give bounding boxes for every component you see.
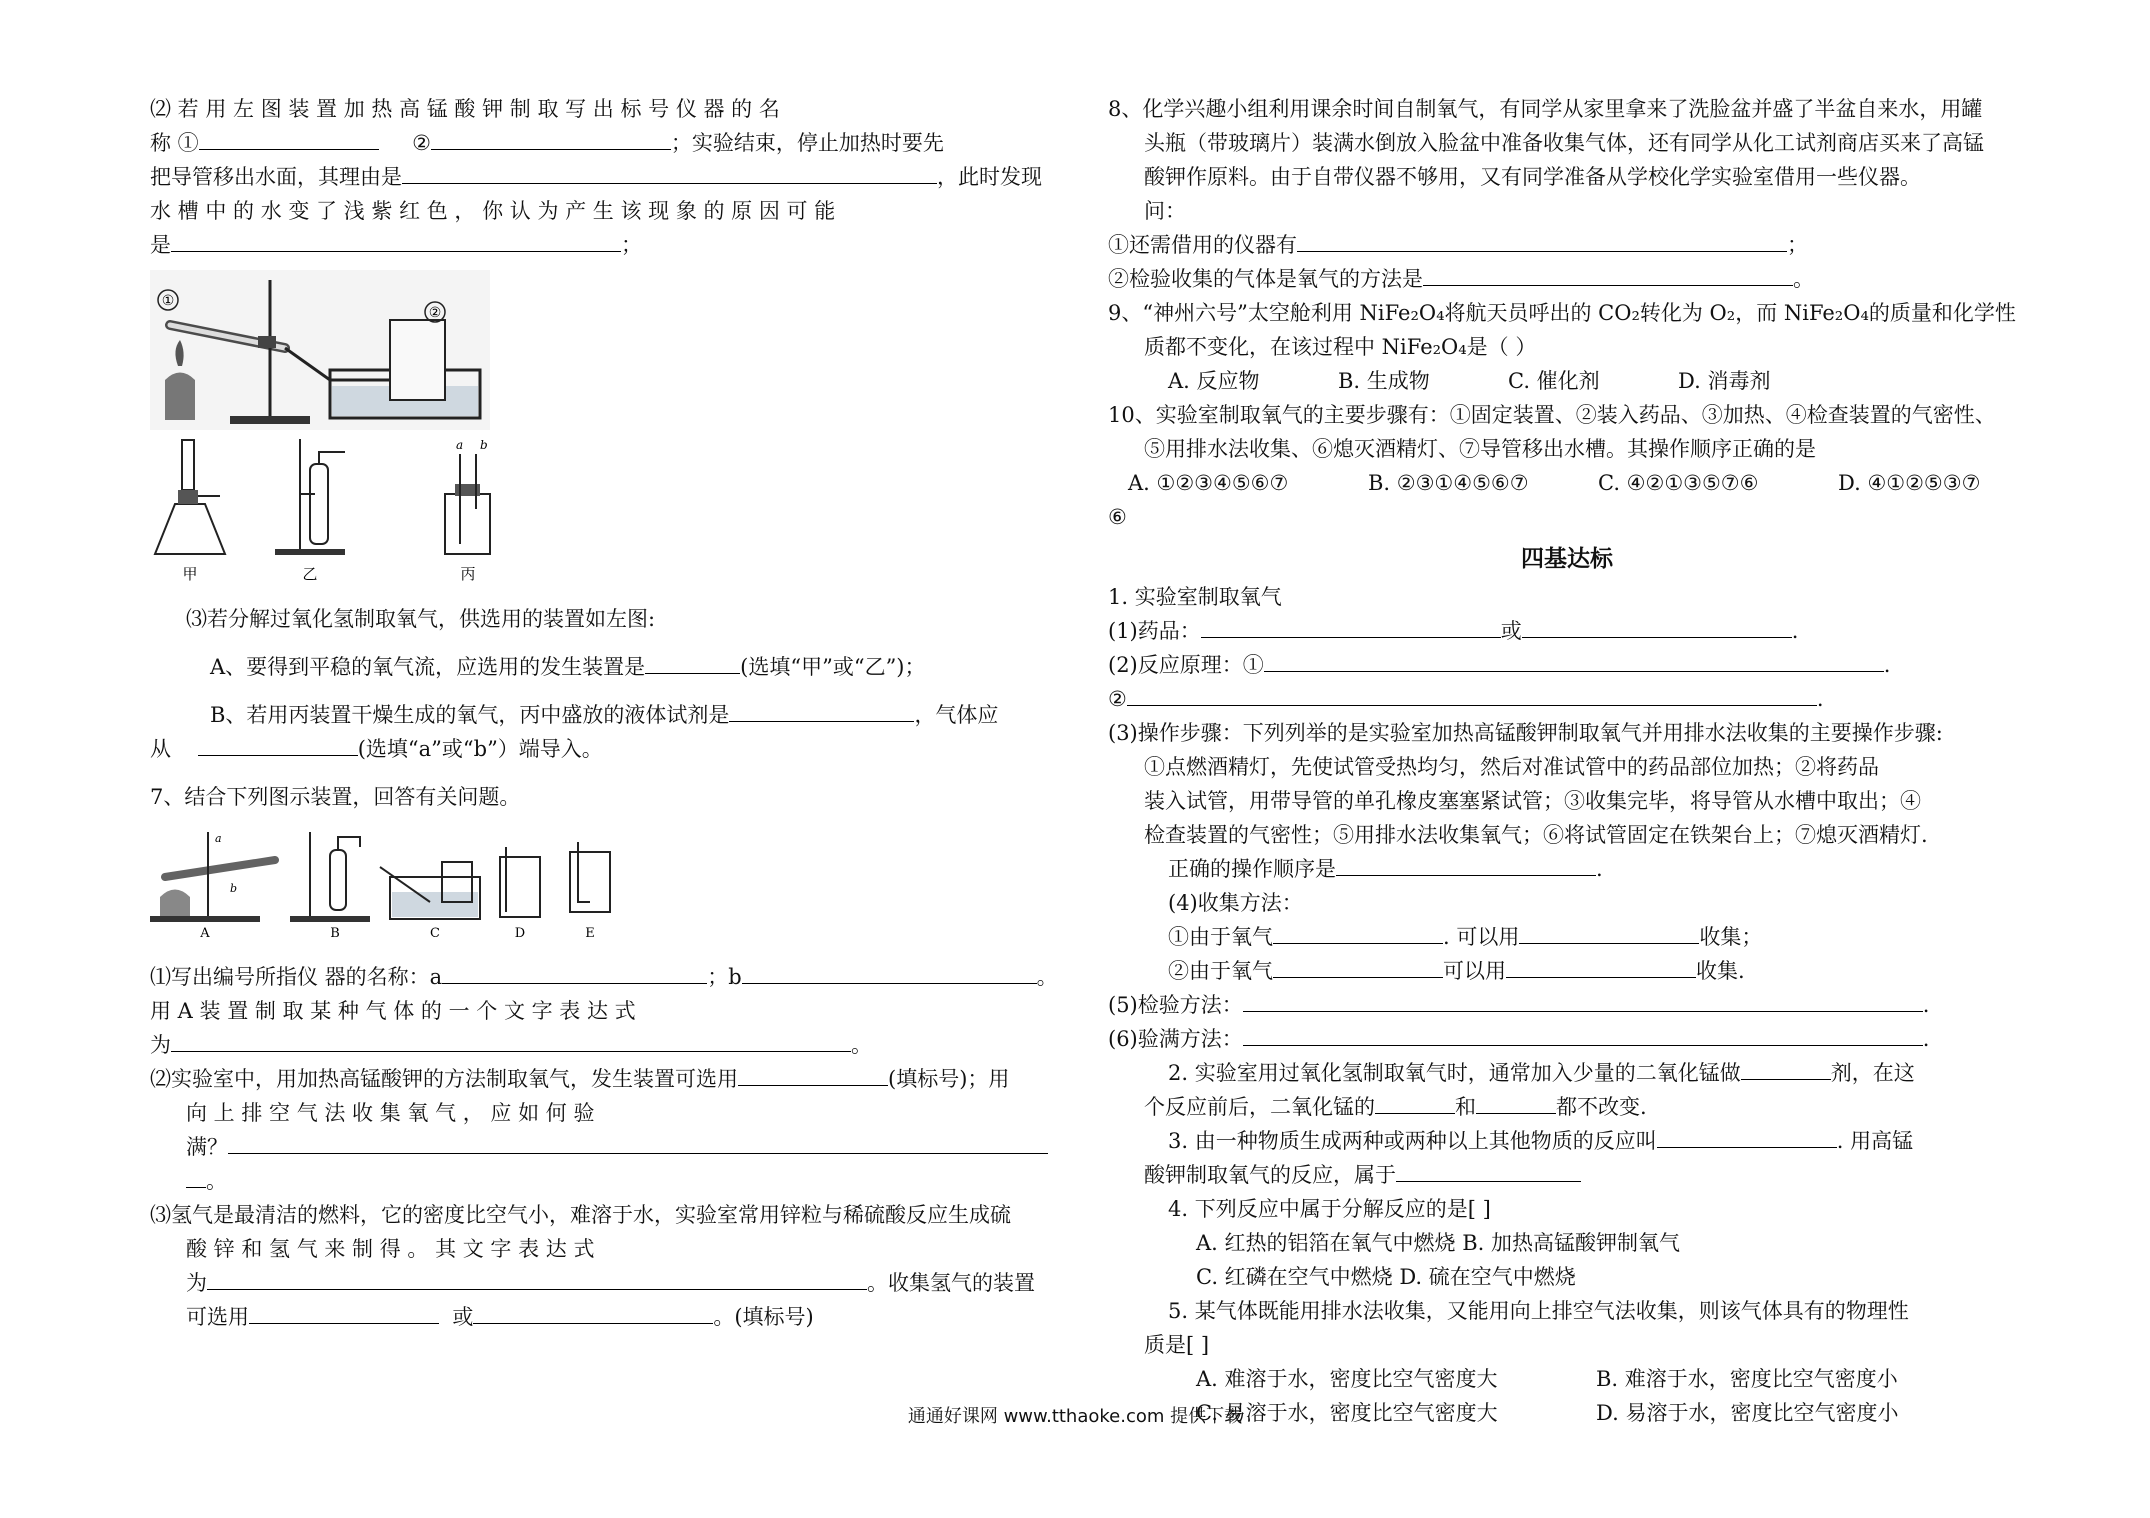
s4-line1: 4. 下列反应中属于分解反应的是[ ]	[1168, 1197, 1491, 1221]
s2-line1: 2. 实验室用过氧化氢制取氧气时，通常加入少量的二氧化锰做 剂，在这	[1108, 1056, 2026, 1090]
label-b: b	[480, 438, 488, 452]
q8-line6: ②检验收集的气体是氧气的方法是 。	[1108, 262, 2026, 296]
s5-option-c[interactable]: C. 易溶于水，密度比空气密度大	[1196, 1401, 1498, 1425]
s1-collect-1: ①由于氧气 . 可以用 收集；	[1108, 920, 2026, 954]
answer-blank[interactable]	[645, 651, 740, 674]
s5-line1: 5. 某气体既能用排水法收集，又能用向上排空气法收集，则该气体具有的物理性	[1168, 1299, 1909, 1323]
q2-line4: 水 槽 中 的 水 变 了 浅 紫 红 色 ， 你 认 为 产 生 该 现 象 的 原 因 可 能	[150, 199, 836, 223]
answer-blank[interactable]	[1476, 1091, 1556, 1114]
q7-p2-line4: 。	[150, 1164, 1065, 1198]
answer-blank[interactable]	[1264, 649, 1884, 672]
q2-line2: 称 ① ② ；实验结束，停止加热时要先	[150, 126, 1065, 160]
answer-blank[interactable]	[1336, 853, 1596, 876]
answer-blank[interactable]	[1522, 615, 1792, 638]
label-a-small: a	[215, 832, 222, 845]
q3-line-c: 从 (选填“a”或“b”）端导入。	[150, 732, 1065, 766]
q9-option-d[interactable]: D. 消毒剂	[1678, 369, 1771, 393]
left-column	[150, 92, 1065, 1334]
s1-test: (5)检验方法： .	[1108, 988, 2026, 1022]
q7-p2-line3: 满？	[150, 1130, 1065, 1164]
answer-blank[interactable]	[1741, 1057, 1831, 1080]
answer-blank[interactable]	[1201, 615, 1501, 638]
answer-blank[interactable]	[249, 1301, 439, 1324]
s5-option-d[interactable]: D. 易溶于水，密度比空气密度小	[1596, 1401, 1899, 1425]
label-1: ①	[161, 293, 175, 309]
answer-blank[interactable]	[198, 733, 358, 756]
answer-blank[interactable]	[1657, 1125, 1837, 1148]
answer-blank[interactable]	[1375, 1091, 1455, 1114]
s2-line2: 个反应前后，二氧化锰的 和 都不改变.	[1108, 1090, 2026, 1124]
answer-blank[interactable]	[171, 1029, 851, 1052]
s1-steps-2: 装入试管，用带导管的单孔橡皮塞塞紧试管；③收集完毕，将导管从水槽中取出；④	[1144, 789, 1921, 813]
q8-line2: 头瓶（带玻璃片）装满水倒放入脸盆中准备收集气体，还有同学从化工试剂商店买来了高锰	[1144, 131, 1984, 155]
q8-line4: 问：	[1144, 199, 1186, 223]
footer: 通通好课网 www.tthaoke.com 提供下载	[907, 1406, 1243, 1427]
s1-collect-title: (4)收集方法：	[1168, 891, 1303, 915]
q10-line1: 10、实验室制取氧气的主要步骤有：①固定装置、②装入药品、③加热、④检查装置的气密性、	[1108, 403, 1996, 427]
q7-p2-line2: 向 上 排 空 气 法 收 集 氧 气 ， 应 如 何 验	[186, 1101, 595, 1125]
heating-apparatus-drawing	[150, 270, 490, 430]
q2-line1: ⑵ 若 用 左 图 装 置 加 热 高 锰 酸 钾 制 取 写 出 标 号 仪 器 的 名	[150, 97, 780, 121]
q10-line4: ⑥	[1108, 505, 1127, 529]
q10-option-d[interactable]: D. ④①②⑤③⑦	[1838, 471, 1981, 495]
q10-option-b[interactable]: B. ②③①④⑤⑥⑦	[1368, 471, 1529, 495]
answer-blank[interactable]	[1273, 921, 1443, 944]
label-A: A	[200, 926, 210, 941]
q8-line5: ①还需借用的仪器有 ；	[1108, 228, 2026, 262]
kmno4-apparatus-figure	[150, 270, 1065, 430]
q10-option-c[interactable]: C. ④②①③⑤⑦⑥	[1598, 471, 1759, 495]
answer-blank[interactable]	[1127, 683, 1817, 706]
answer-blank[interactable]	[442, 961, 707, 984]
s1-drug: (1)药品： 或 .	[1108, 614, 2026, 648]
s4-option-cd[interactable]: C. 红磷在空气中燃烧 D. 硫在空气中燃烧	[1196, 1265, 1576, 1289]
q7-title: 7、结合下列图示装置，回答有关问题。	[150, 785, 521, 809]
s1-steps-3: 检查装置的气密性；⑤用排水法收集氧气；⑥将试管固定在铁架台上；⑦熄灭酒精灯.	[1144, 823, 1928, 847]
s1-react2: ② .	[1108, 682, 2026, 716]
label-jia: 甲	[182, 565, 198, 583]
label-yi: 乙	[302, 565, 318, 583]
q9-line2: 质都不变化，在该过程中 NiFe₂O₄是（ ）	[1144, 335, 1537, 359]
q10-options	[1108, 466, 2026, 500]
s1-title: 1. 实验室制取氧气	[1108, 585, 1282, 609]
answer-blank[interactable]	[402, 161, 937, 184]
label-B: B	[330, 926, 340, 941]
h2o2-apparatus-figure	[150, 434, 1065, 584]
answer-blank[interactable]	[1297, 229, 1787, 252]
answer-blank[interactable]	[1273, 955, 1443, 978]
s1-react: (2)反应原理：① .	[1108, 648, 2026, 682]
q7-p2-line1: ⑵实验室中，用加热高锰酸钾的方法制取氧气，发生装置可选用 (填标号)；用	[150, 1062, 1065, 1096]
q7-p1-line2: 用 A 装 置 制 取 某 种 气 体 的 一 个 文 字 表 达 式	[150, 999, 636, 1023]
answer-blank[interactable]	[1243, 1023, 1923, 1046]
q9-option-a[interactable]: A. 反应物	[1168, 369, 1260, 393]
answer-blank[interactable]	[729, 699, 914, 722]
answer-blank[interactable]	[207, 1267, 867, 1290]
answer-blank[interactable]	[738, 1063, 888, 1086]
q7-p3-line2: 酸 锌 和 氢 气 来 制 得 。 其 文 字 表 达 式	[186, 1237, 595, 1261]
label-b-small: b	[230, 882, 238, 895]
q3-line-b: B、若用丙装置干燥生成的氧气，丙中盛放的液体试剂是 ，气体应	[150, 698, 1065, 732]
q9-option-c[interactable]: C. 催化剂	[1508, 369, 1600, 393]
q2-line3: 把导管移出水面，其理由是 ，此时发现	[150, 160, 1065, 194]
s1-full: (6)验满方法： .	[1108, 1022, 2026, 1056]
q7-p1-line1: ⑴写出编号所指仪 器的名称：a ；b 。	[150, 960, 1065, 994]
s1-steps-title: (3)操作步骤：下列列举的是实验室加热高锰酸钾制取氧气并用排水法收集的主要操作步骤:	[1108, 721, 1943, 745]
q2-line5: 是 ；	[150, 228, 1065, 262]
label-C: C	[430, 926, 440, 941]
q9-line1: 9、“神州六号”太空舱利用 NiFe₂O₄将航天员呼出的 CO₂转化为 O₂，而 NiFe₂O₄的质量和化学性	[1108, 301, 2016, 325]
q8-line1: 8、化学兴趣小组利用课余时间自制氧气，有同学从家里拿来了洗脸盆并盛了半盆自来水，用罐	[1108, 97, 1983, 121]
q7-p1-line3: 为 。	[150, 1028, 1065, 1062]
label-E: E	[585, 926, 595, 941]
q7-p3-line1: ⑶氢气是最清洁的燃料，它的密度比空气小，难溶于水，实验室常用锌粒与稀硫酸反应生成硫	[150, 1203, 1011, 1227]
answer-blank[interactable]	[1423, 263, 1793, 286]
right-column	[1108, 92, 2026, 1430]
answer-blank[interactable]	[431, 127, 671, 150]
answer-blank[interactable]	[742, 961, 1037, 984]
flask-tube-bottle-drawing	[150, 434, 530, 584]
s1-collect-2: ②由于氧气 可以用 收集.	[1108, 954, 2026, 988]
s4-option-ab[interactable]: A. 红热的铝箔在氧气中燃烧 B. 加热高锰酸钾制氧气	[1196, 1231, 1680, 1255]
q7-apparatus-figure	[150, 822, 1065, 942]
answer-blank[interactable]	[1396, 1159, 1581, 1182]
q7-p3-line3: 为 。收集氢气的装置	[150, 1266, 1065, 1300]
label-D: D	[514, 926, 526, 941]
s5-option-a[interactable]: A. 难溶于水，密度比空气密度大	[1196, 1367, 1498, 1391]
q10-line2: ⑤用排水法收集、⑥熄灭酒精灯、⑦导管移出水槽。其操作顺序正确的是	[1144, 437, 1816, 461]
answer-blank[interactable]	[199, 127, 379, 150]
s1-order: 正确的操作顺序是 .	[1108, 852, 2026, 886]
answer-blank[interactable]	[1506, 955, 1696, 978]
s5-options-ab	[1108, 1362, 2026, 1396]
label-a: a	[456, 438, 464, 452]
answer-blank[interactable]	[473, 1301, 713, 1324]
q9-options	[1108, 364, 2026, 398]
q7-p3-line4: 可选用 或 。(填标号)	[150, 1300, 1065, 1334]
label-bing: 丙	[460, 565, 476, 583]
label-2: ②	[428, 305, 442, 321]
answer-blank[interactable]	[228, 1131, 1048, 1154]
s3-line2: 酸钾制取氧气的反应，属于	[1108, 1158, 2026, 1192]
q9-option-b[interactable]: B. 生成物	[1338, 369, 1430, 393]
section-title: 四基达标	[1521, 545, 1613, 572]
answer-blank[interactable]	[171, 229, 621, 252]
q10-option-a[interactable]: A. ①②③④⑤⑥⑦	[1128, 471, 1289, 495]
s3-line1: 3. 由一种物质生成两种或两种以上其他物质的反应叫 . 用高锰	[1108, 1124, 2026, 1158]
q3-line-a: A、要得到平稳的氧气流，应选用的发生装置是 (选填“甲”或“乙”)；	[150, 650, 1065, 684]
s5-line2: 质是[ ]	[1144, 1333, 1210, 1357]
s1-steps-1: ①点燃酒精灯，先使试管受热均匀，然后对准试管中的药品部位加热；②将药品	[1144, 755, 1879, 779]
apparatus-a-e-drawing	[150, 822, 670, 942]
q8-line3: 酸钾作原料。由于自带仪器不够用，又有同学准备从学校化学实验室借用一些仪器。	[1144, 165, 1921, 189]
answer-blank[interactable]	[186, 1165, 206, 1188]
answer-blank[interactable]	[1243, 989, 1923, 1012]
answer-blank[interactable]	[1519, 921, 1699, 944]
q3-line1: ⑶若分解过氧化氢制取氧气，供选用的装置如左图:	[186, 607, 656, 631]
s5-option-b[interactable]: B. 难溶于水，密度比空气密度小	[1596, 1367, 1898, 1391]
